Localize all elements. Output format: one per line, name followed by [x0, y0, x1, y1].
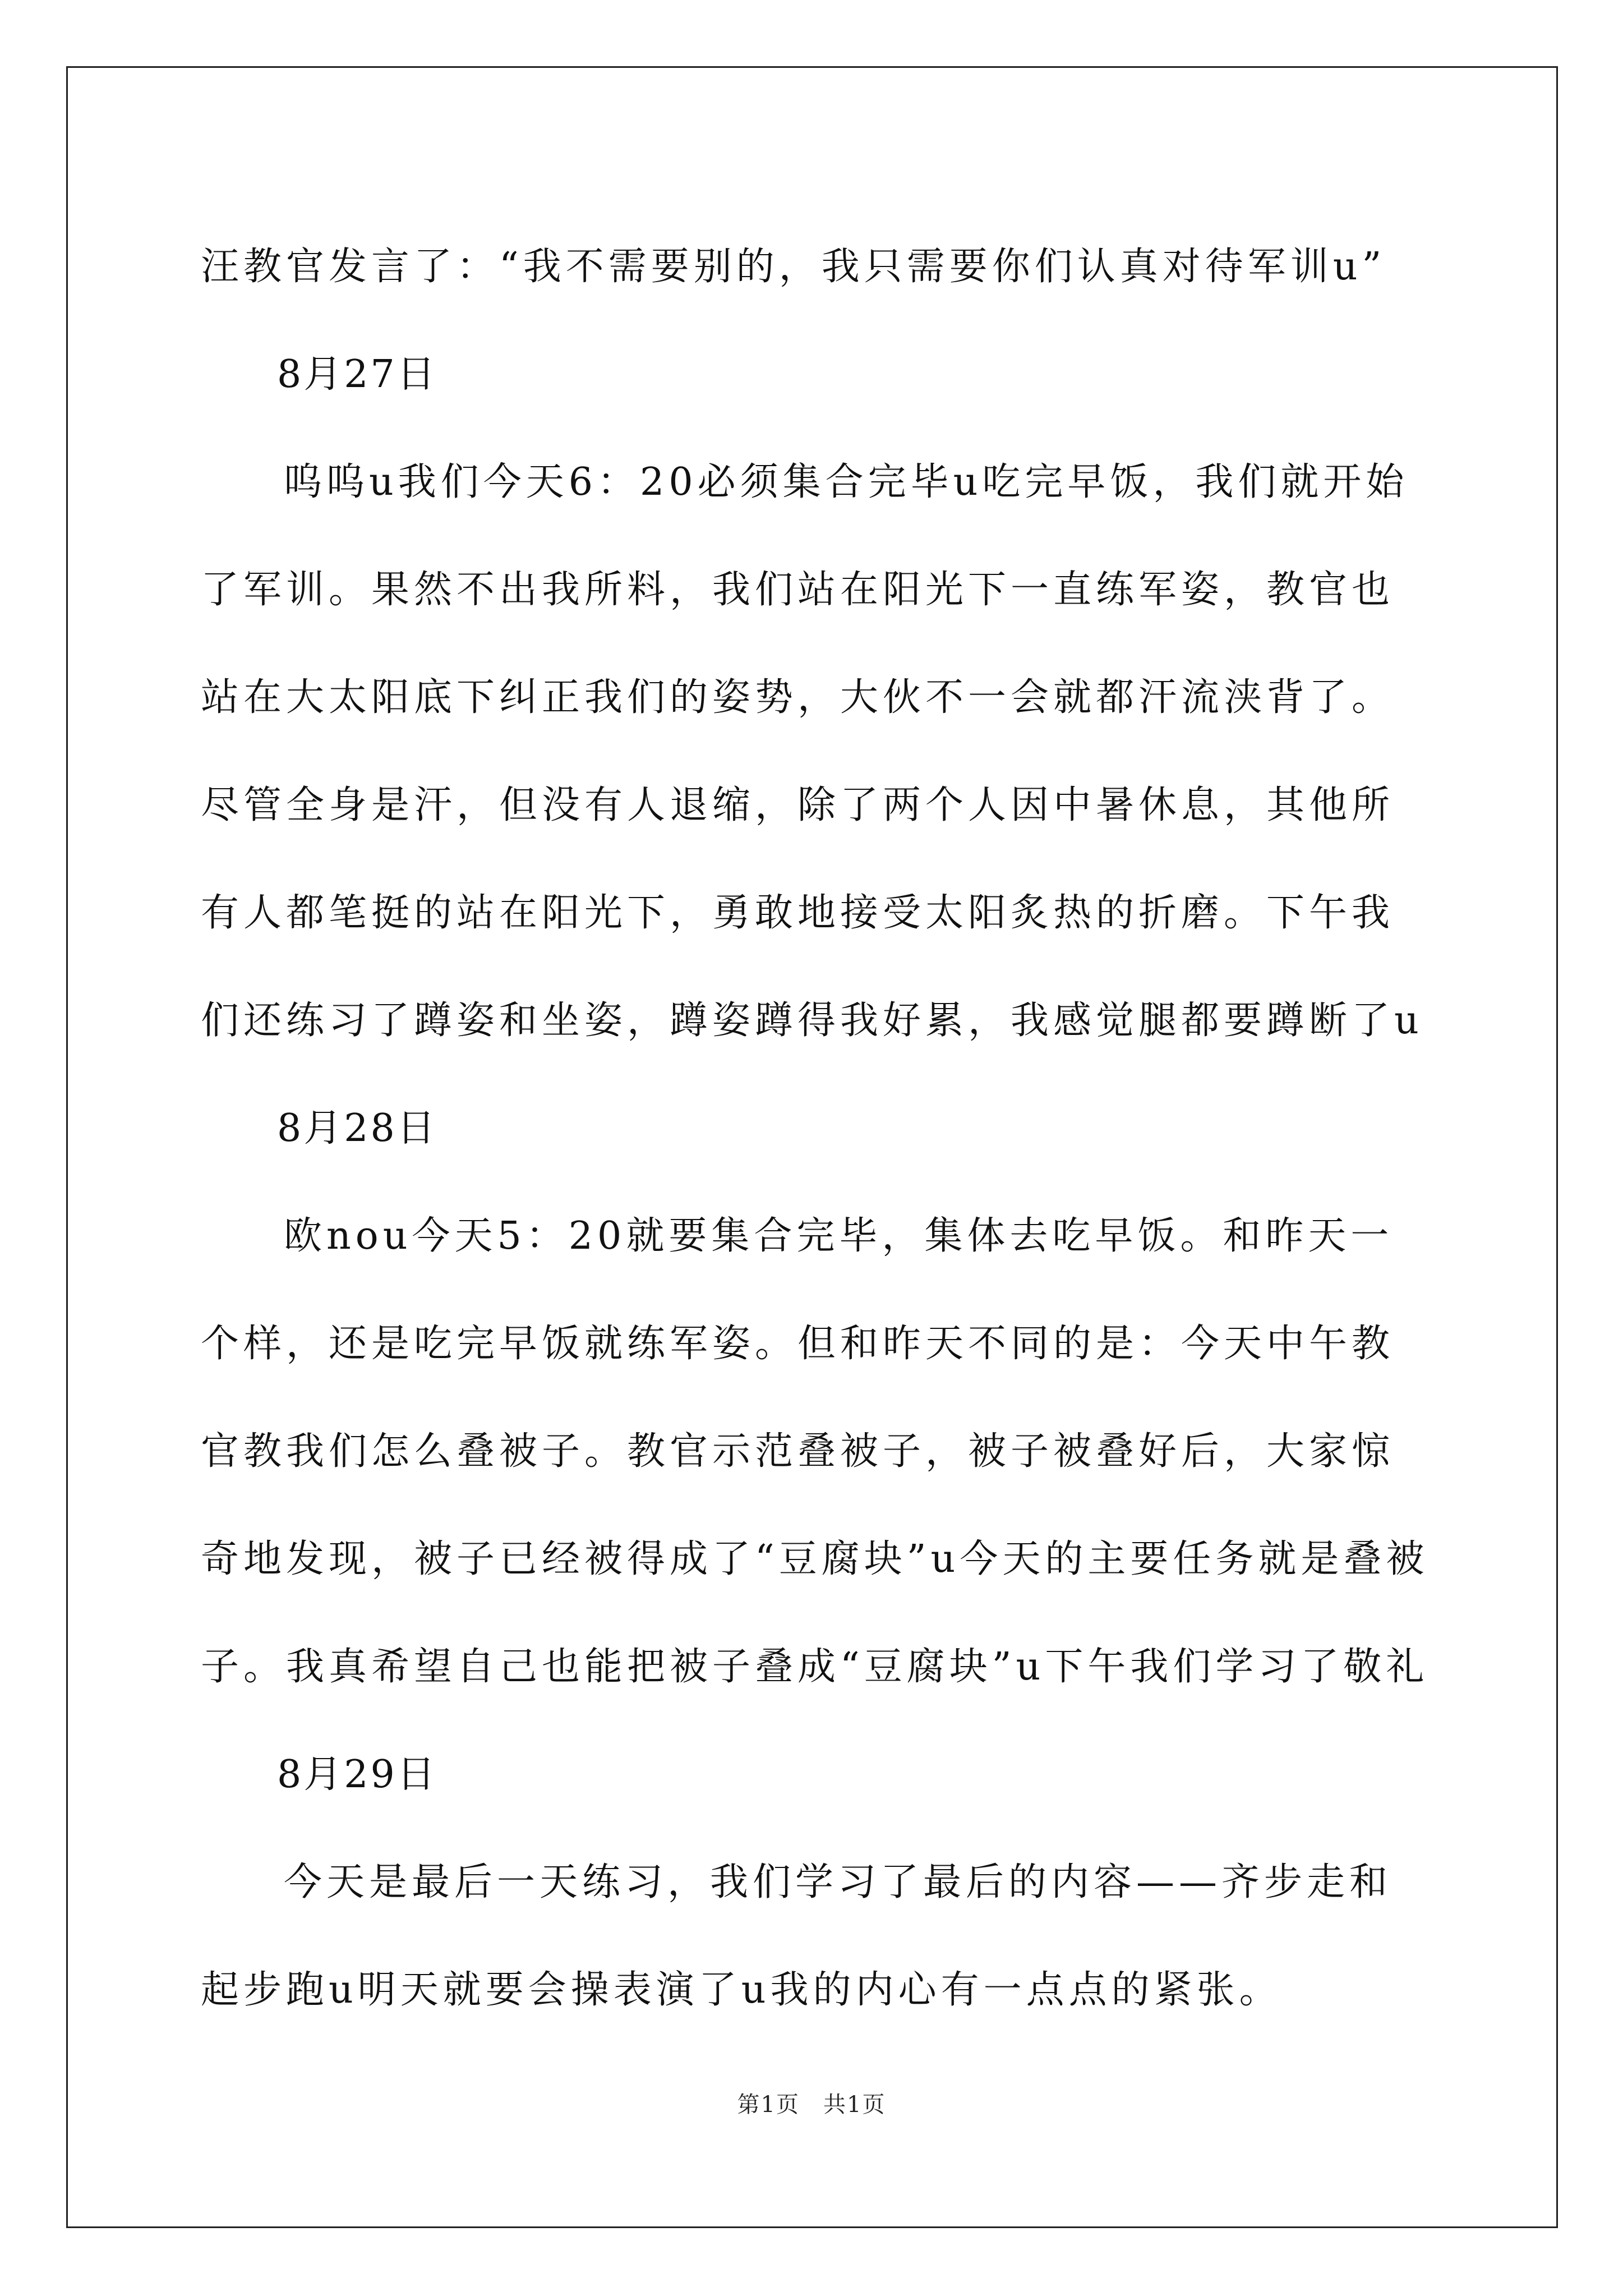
paragraph-aug-28: 欧nou今天5：20就要集合完毕，集体去吃早饭。和昨天一个样，还是吃完早饭就练军姿。但和昨天不同的是：今天中午教官教我们怎么叠被子。教官示范叠被子，被子被叠好后，大家惊奇地发现，被子已经被得成了“豆腐块”u今天的主要任务就是叠被子。我真希望自己也能把被子叠成“豆腐块”u下午我们学习了敬礼	[201, 1214, 1429, 1689]
date-heading-aug-27: 8月27日	[277, 352, 437, 397]
page-footer: 第1页 共1页	[737, 2092, 886, 2118]
document-body	[201, 213, 1429, 2044]
paragraph-aug-29: 今天是最后一天练习，我们学习了最后的内容——齐步走和起步跑u明天就要会操表演了u我的内心有一点点的紧张。	[201, 1860, 1393, 2012]
date-heading-aug-29: 8月29日	[277, 1752, 437, 1797]
paragraph-intro: 汪教官发言了：“我不需要别的，我只需要你们认真对待军训u”	[201, 245, 1386, 289]
date-heading-aug-28: 8月28日	[277, 1106, 437, 1151]
paragraph-aug-27: 呜呜u我们今天6：20必须集合完毕u吃完早饭，我们就开始了军训。果然不出我所料，我们站在阳光下一直练军姿，教官也站在大太阳底下纠正我们的姿势，大伙不一会就都汗流浃背了。尽管全身是汗，但没有人退缩，除了两个人因中暑休息，其他所有人都笔挺的站在阳光下，勇敢地接受太阳炙热的折磨。下午我们还练习了蹲姿和坐姿，蹲姿蹲得我好累，我感觉腿都要蹲断了u	[201, 460, 1423, 1043]
